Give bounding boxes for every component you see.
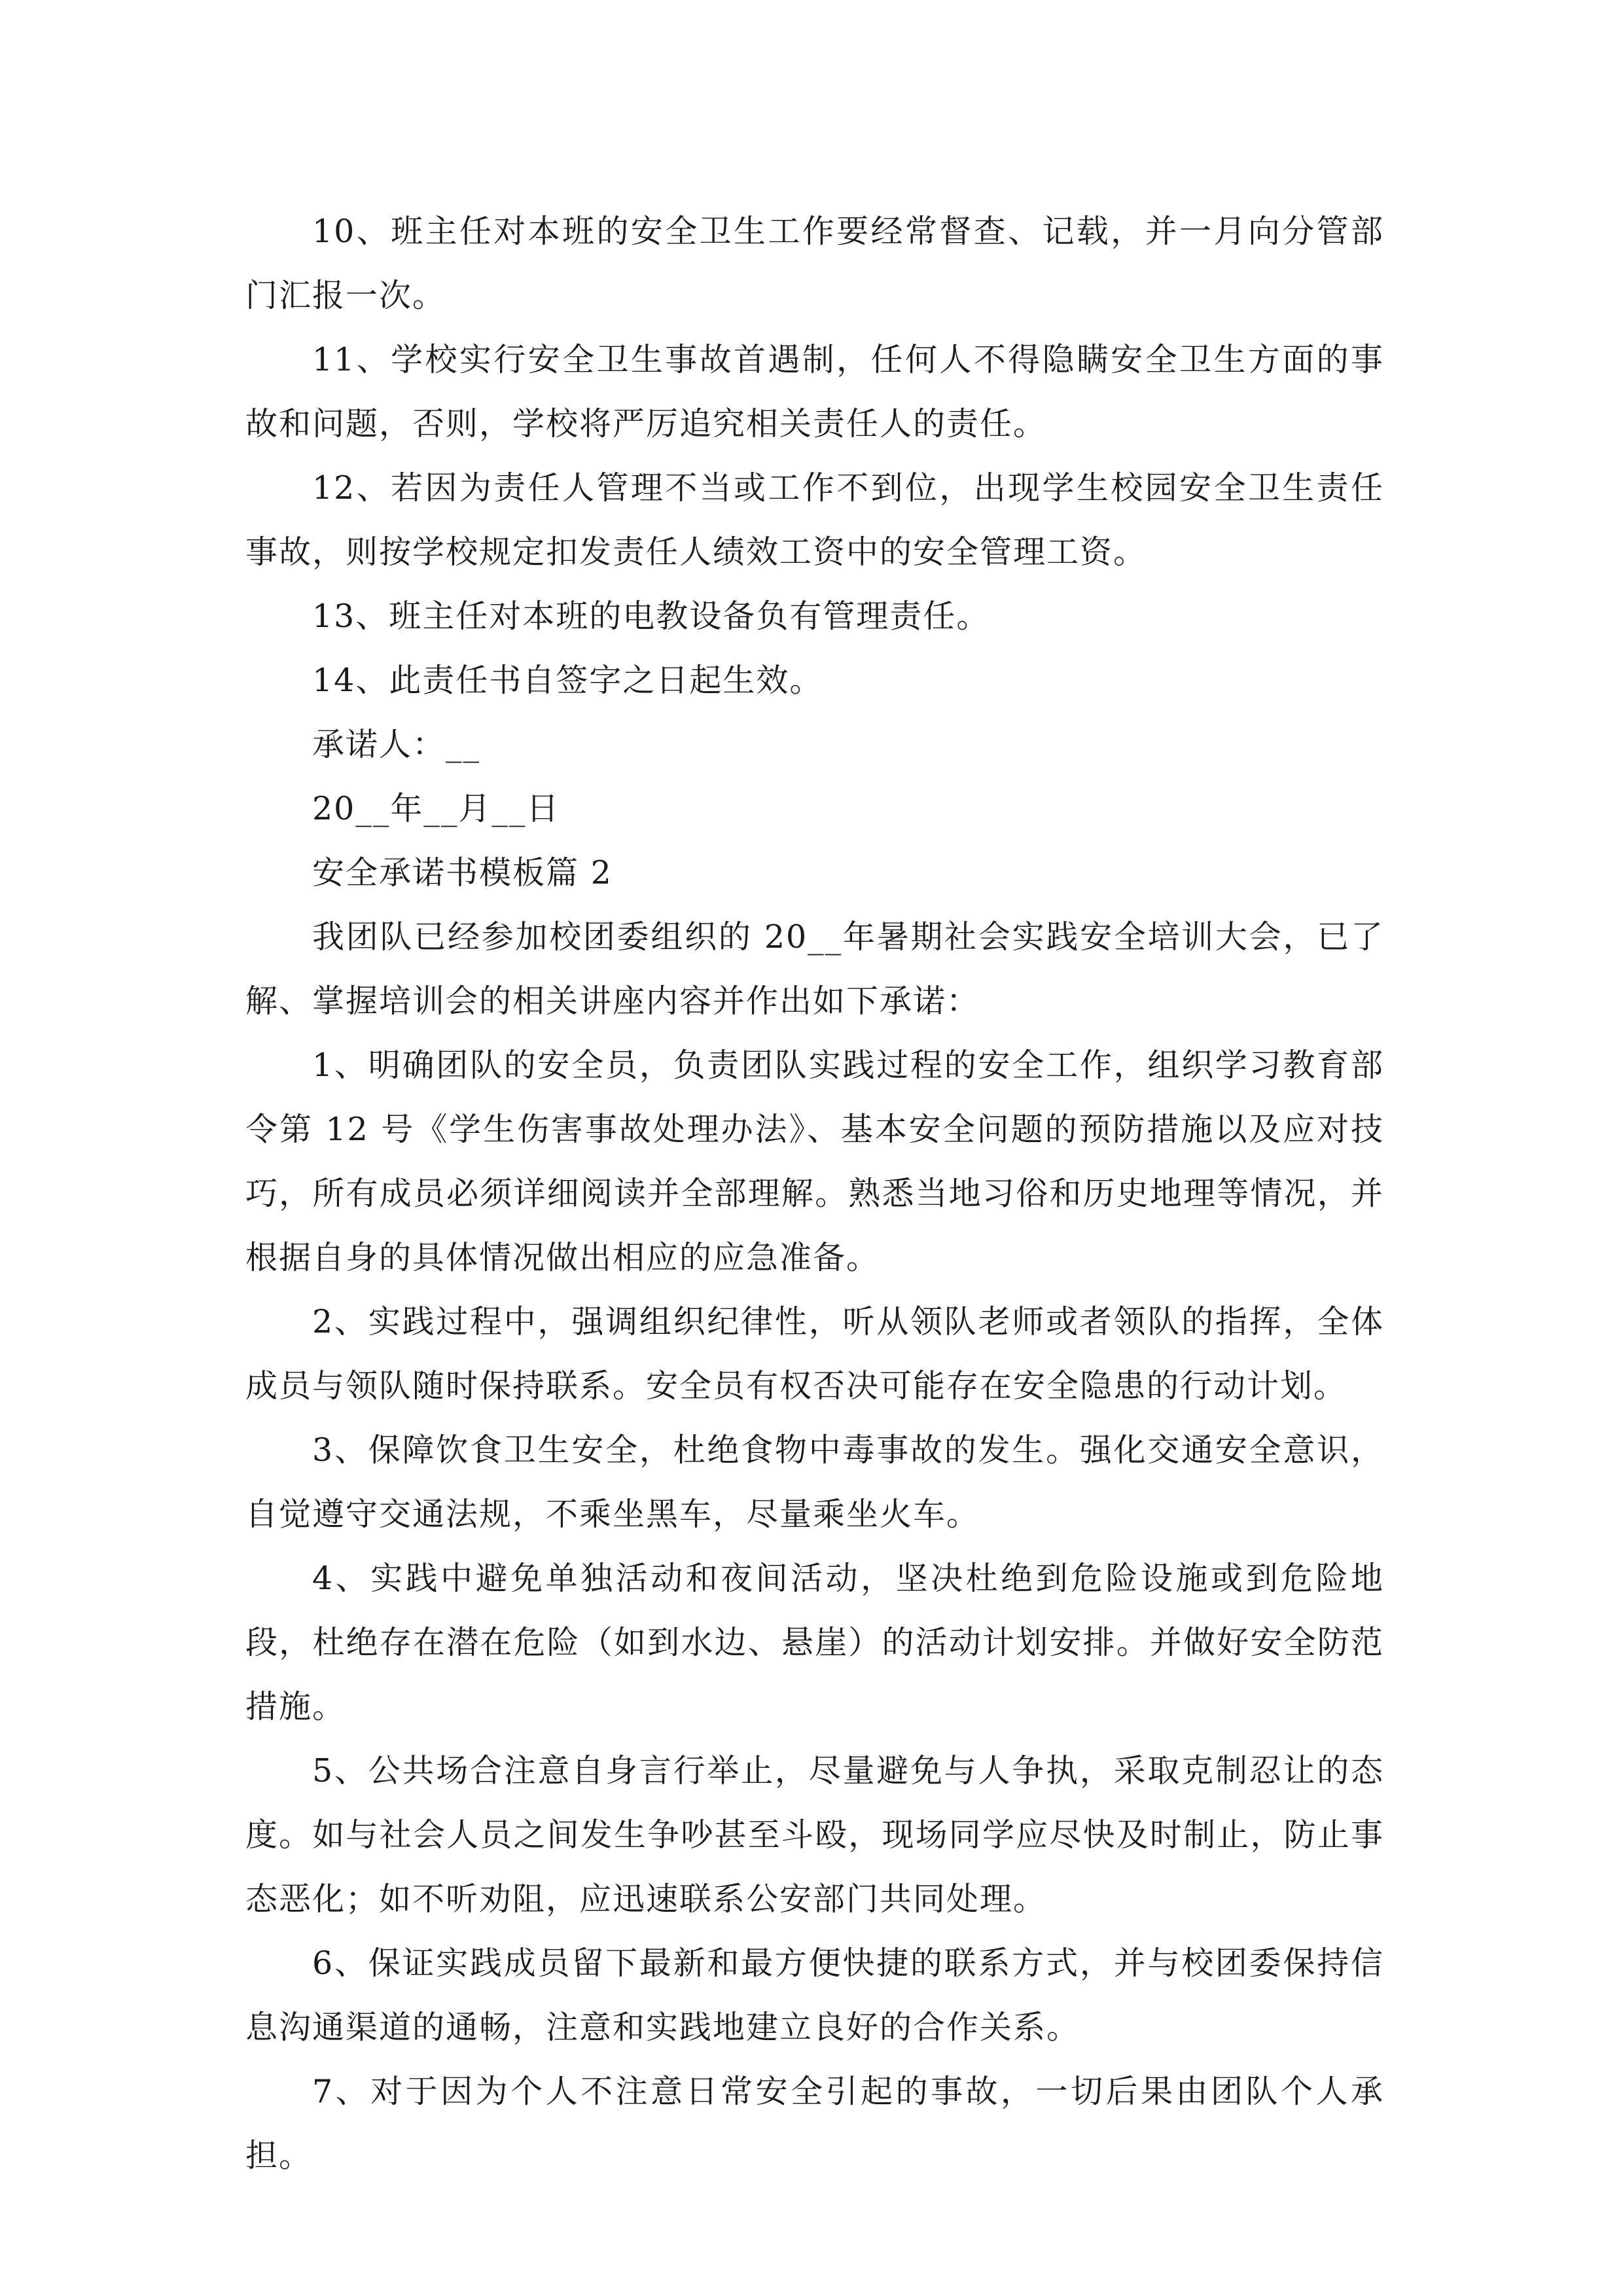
pledge-item-3: 3、保障饮食卫生安全，杜绝食物中毒事故的发生。强化交通安全意识，自觉遵守交通法规，不乘坐黑车，尽量乘坐火车。 [245, 1431, 1384, 1533]
pledge-item-7: 7、对于因为个人不注意日常安全引起的事故，一切后果由团队个人承担。 [245, 2073, 1384, 2174]
pledge-item-2: 2、实践过程中，强调组织纪律性，听从领队老师或者领队的指挥，全体成员与领队随时保持联系。安全员有权否决可能存在安全隐患的行动计划。 [245, 1303, 1384, 1405]
pledge-item-4: 4、实践中避免单独活动和夜间活动，坚决杜绝到危险设施或到危险地段，杜绝存在潜在危险（如到水边、悬崖）的活动计划安排。并做好安全防范措施。 [245, 1560, 1384, 1725]
document-body [245, 200, 1384, 2188]
pledge-item-1: 1、明确团队的安全员，负责团队实践过程的安全工作，组织学习教育部令第 12 号《学生伤害事故处理办法》、基本安全问题的预防措施以及应对技巧，所有成员必须详细阅读并全部理解。熟悉当地习俗和历史地理等情况，并根据自身的具体情况做出相应的应急准备。 [245, 1047, 1384, 1276]
section-title: 安全承诺书模板篇 2 [312, 854, 613, 891]
clause-14: 14、此责任书自签字之日起生效。 [312, 662, 823, 699]
intro-paragraph: 我团队已经参加校团委组织的 20__年暑期社会实践安全培训大会，已了解、掌握培训会的相关讲座内容并作出如下承诺： [245, 918, 1384, 1020]
clause-12: 12、若因为责任人管理不当或工作不到位，出现学生校园安全卫生责任事故，则按学校规定扣发责任人绩效工资中的安全管理工资。 [245, 469, 1384, 571]
promiser-signature-line: 承诺人：__ [312, 726, 481, 763]
date-line: 20__年__月__日 [312, 790, 560, 827]
clause-13: 13、班主任对本班的电教设备负有管理责任。 [312, 598, 990, 635]
pledge-item-6: 6、保证实践成员留下最新和最方便快捷的联系方式，并与校团委保持信息沟通渠道的通畅，注意和实践地建立良好的合作关系。 [245, 1945, 1384, 2046]
clause-11: 11、学校实行安全卫生事故首遇制，任何人不得隐瞒安全卫生方面的事故和问题，否则，学校将严厉追究相关责任人的责任。 [245, 341, 1384, 442]
clause-10: 10、班主任对本班的安全卫生工作要经常督查、记载，并一月向分管部门汇报一次。 [245, 213, 1384, 314]
pledge-item-5: 5、公共场合注意自身言行举止，尽量避免与人争执，采取克制忍让的态度。如与社会人员之间发生争吵甚至斗殴，现场同学应尽快及时制止，防止事态恶化；如不听劝阻，应迅速联系公安部门共同处理。 [245, 1752, 1384, 1918]
